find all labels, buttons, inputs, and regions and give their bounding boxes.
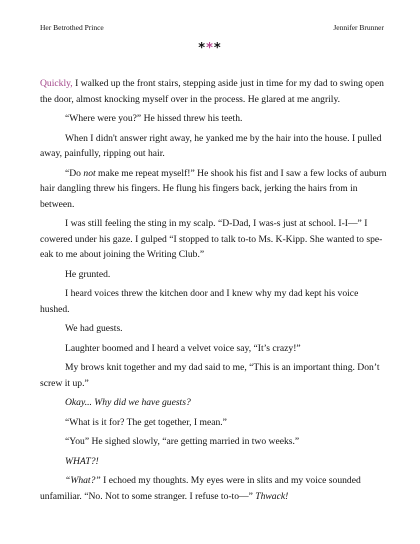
paragraph: He grunted. (65, 268, 111, 280)
paragraph (40, 454, 387, 470)
emphasis-thought: WHAT?! (65, 455, 99, 467)
emphasis-thought: Okay... Why did we have guests? (65, 397, 191, 408)
separator-star: * (213, 41, 222, 56)
paragraph-text: I walked up the front stairs, stepping aside just in time for my dad to swing open the door, almost knocking myself over in the process. He glared at me angrily. (40, 78, 384, 105)
emphasis-quote: “What?” (65, 475, 101, 486)
paragraph-text: “Do (65, 167, 84, 179)
paragraph: “You” He sighed slowly, “are getting married in two weeks.” (65, 436, 300, 447)
section-break-asterisks (0, 41, 420, 56)
emphasis-sound: Thwack! (252, 490, 289, 502)
paragraph: I heard voices threw the kitchen door and I knew why my dad kept his voice hushed. (40, 288, 359, 315)
paragraph-text: I echoed my thoughts. My eyes were in slits and my voice sounded unfamiliar. “No. Not to some stranger. I refuse to-to—” (40, 475, 361, 502)
paragraph (40, 76, 387, 107)
paragraph: We had guests. (65, 323, 123, 334)
running-header-author: Jennifer Brunner (333, 23, 384, 32)
paragraph-text: make me repeat myself!” He shook his fist and I saw a few locks of auburn hair dangling threw his fingers. He flung his fingers back, jerking the hairs from in between. (40, 167, 387, 210)
paragraph (40, 395, 387, 411)
paragraph: Laughter boomed and I heard a velvet voice say, “It’s crazy!” (65, 342, 301, 354)
chapter-body (40, 76, 387, 508)
emphasis: not (83, 167, 96, 179)
paragraph (40, 473, 387, 504)
paragraph: When I didn't answer right away, he yanked me by the hair into the house. I pulled away, painfully, ripping out hair. (40, 132, 382, 159)
opening-word: Quickly, (40, 78, 73, 89)
running-header-title: Her Betrothed Prince (40, 23, 104, 32)
separator-star-accent: * (206, 41, 214, 56)
paragraph: My brows knit together and my dad said to me, “This is an important thing. Don’t screw it up.” (40, 362, 380, 389)
separator-star: * (198, 41, 207, 56)
paragraph (40, 166, 387, 213)
paragraph: I was still feeling the sting in my scalp. “D-Dad, I was-s just at school. I-I—” I cowered under his gaze. I gulped “I stopped to talk to-to Ms. K-Kipp. She wanted to spe-eak to me about joining the Writing Club.” (40, 218, 383, 260)
paragraph: “Where were you?” He hissed threw his teeth. (65, 113, 243, 124)
paragraph: “What is it for? The get together, I mean.” (65, 416, 227, 428)
